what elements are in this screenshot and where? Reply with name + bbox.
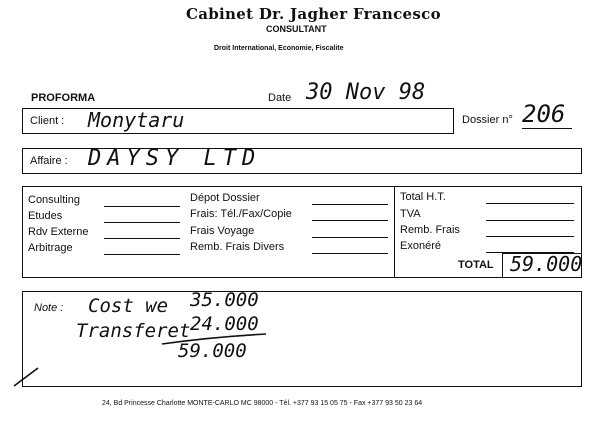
note-line1-label: Cost we — [88, 295, 169, 317]
service-frais-tel-label: Frais: Tél./Fax/Copie — [190, 208, 292, 220]
service-frais-voyage-label: Frais Voyage — [190, 225, 255, 237]
firm-specialties: Droit International, Economie, Fiscalite — [214, 45, 344, 52]
firm-name: Cabinet Dr. Jagher Francesco — [186, 5, 441, 23]
tva-line — [486, 220, 574, 221]
note-line2-value: 24.000 — [190, 313, 259, 335]
check-mark-icon — [10, 366, 44, 390]
footer-address: 24, Bd Princesse Charlotte MONTE-CARLO MC 98000 - Tél. +377 93 15 05 75 - Fax +377 93 50 23 64 — [102, 400, 423, 407]
service-depot-label: Dépot Dossier — [190, 192, 260, 204]
service-etudes-line — [104, 222, 180, 223]
date-label: Date — [268, 92, 292, 104]
service-etudes-label: Etudes — [28, 210, 63, 222]
services-divider — [394, 186, 395, 278]
client-value: Monytaru — [88, 108, 185, 132]
remb-frais-label: Remb. Frais — [400, 224, 460, 236]
service-frais-voyage-line — [312, 237, 388, 238]
form-title: PROFORMA — [31, 92, 96, 104]
remb-frais-line — [486, 236, 574, 237]
note-sum-value: 59.000 — [178, 340, 247, 362]
services-box — [22, 186, 582, 278]
service-rdv-line — [104, 238, 180, 239]
tva-label: TVA — [400, 208, 421, 220]
service-consulting-label: Consulting — [28, 194, 80, 206]
service-remb-divers-label: Remb. Frais Divers — [190, 241, 285, 253]
client-box — [22, 108, 454, 134]
dossier-value: 206 — [522, 100, 566, 128]
total-value: 59.000 — [510, 252, 583, 276]
service-arbitrage-line — [104, 254, 180, 255]
note-line2-label: Transferet — [76, 320, 191, 342]
firm-role: CONSULTANT — [266, 24, 327, 34]
date-value: 30 Nov 98 — [306, 80, 426, 105]
service-remb-divers-line — [312, 253, 388, 254]
service-rdv-label: Rdv Externe — [28, 226, 89, 238]
service-arbitrage-label: Arbitrage — [28, 242, 73, 254]
service-frais-tel-line — [312, 220, 388, 221]
affaire-value: DAYSY LTD — [88, 146, 262, 171]
dossier-underline — [522, 128, 572, 129]
total-ht-line — [486, 203, 574, 204]
client-label: Client : — [30, 115, 65, 127]
service-consulting-line — [104, 206, 180, 207]
affaire-label: Affaire : — [30, 155, 68, 167]
exonere-label: Exonéré — [400, 240, 441, 252]
total-ht-label: Total H.T. — [400, 191, 446, 203]
total-label: TOTAL — [458, 259, 494, 271]
note-label: Note : — [34, 302, 64, 314]
dossier-label: Dossier n° — [462, 114, 513, 126]
note-line1-value: 35.000 — [190, 289, 259, 311]
service-depot-line — [312, 204, 388, 205]
